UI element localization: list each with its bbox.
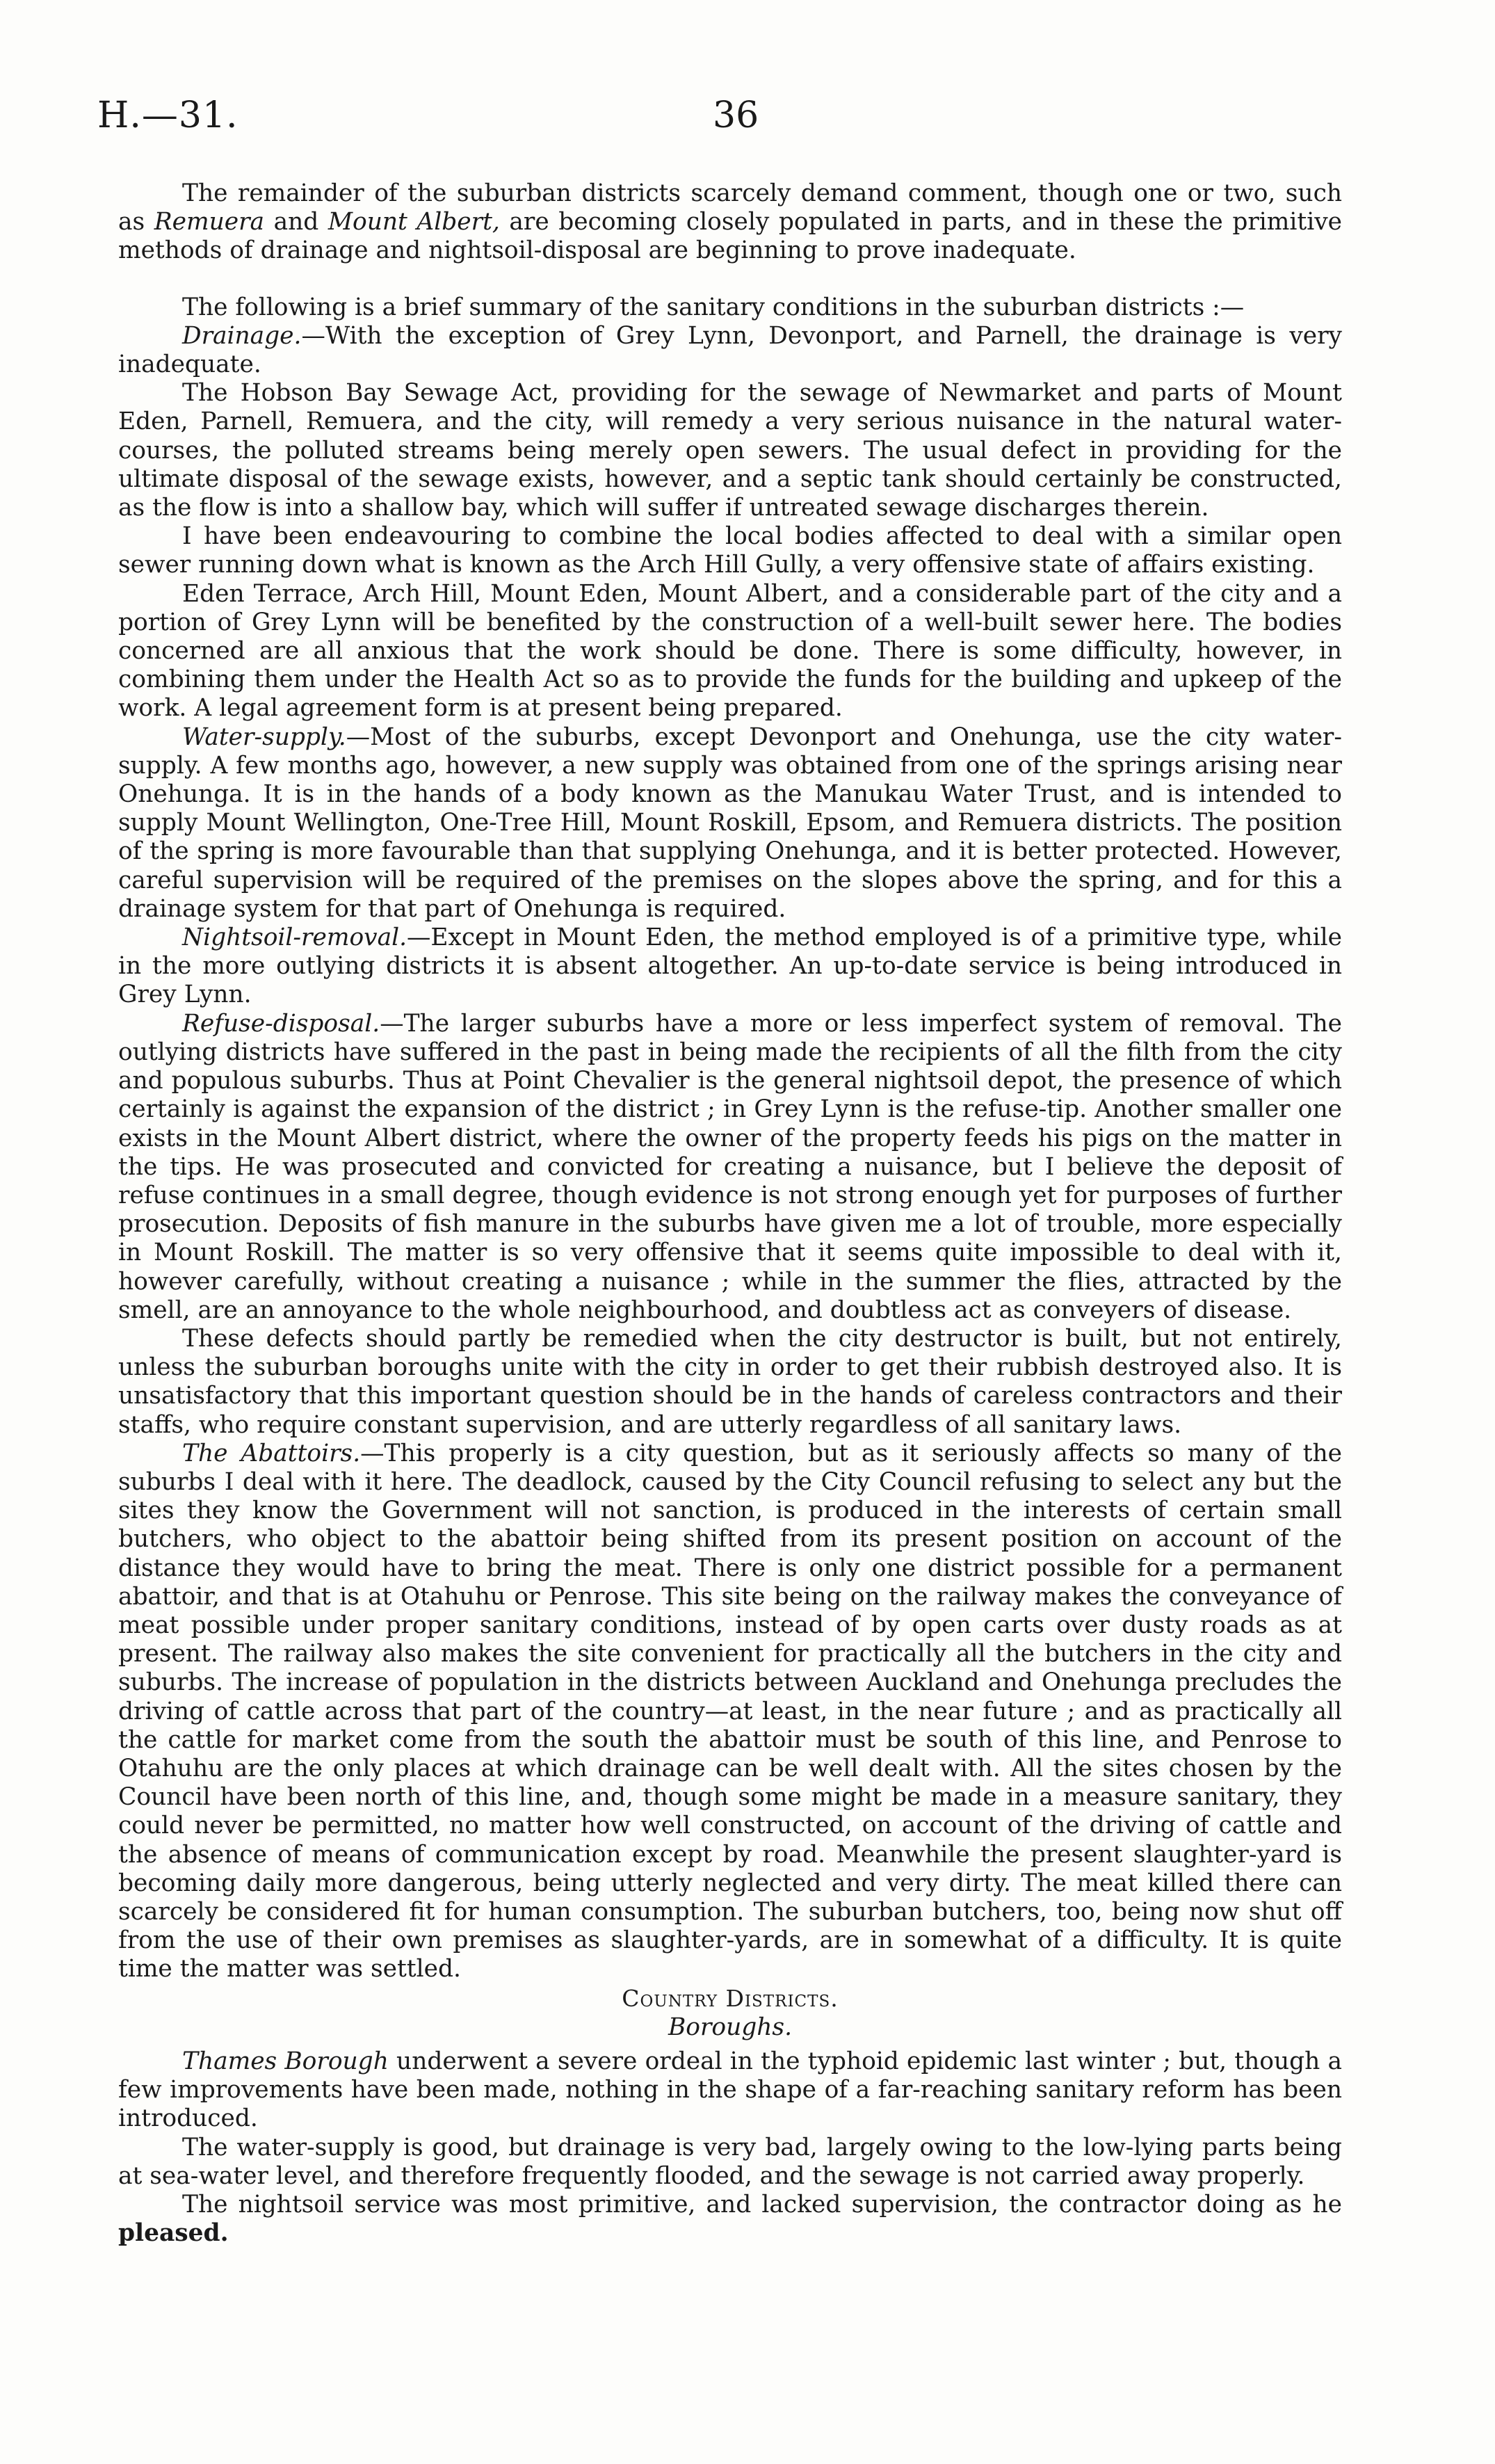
nightsoil-paragraph: Nightsoil-removal.—Except in Mount Eden, the method employed is of a primitive type, while in the more outlying districts it is absent altogether. An up-to-date service is being introduced in Grey Lynn.	[118, 924, 1342, 1009]
defects-paragraph: These defects should partly be remedied when the city destructor is built, but not entirely, unless the suburban boroughs unite with the city in order to get their rubbish destroyed also. It is unsatisfactory that this important question should be in the hands of careless contractors and their staffs, who require constant supervision, and are utterly regardless of all sanitary laws.	[118, 1324, 1342, 1439]
eden-terrace-paragraph: Eden Terrace, Arch Hill, Mount Eden, Mount Albert, and a considerable part of the city and a portion of Grey Lynn will be benefited by the construction of a well-built sewer here. The bodies concerned are all anxious that the work should be done. There is some difficulty, however, in combining them under the Health Act so as to provide the funds for the building and upkeep of the work. A legal agreement form is at present being prepared.	[118, 579, 1342, 723]
abattoirs-heading: The Abattoirs.	[182, 1439, 361, 1467]
page-number: 36	[713, 95, 759, 136]
thames-paragraph: Thames Borough underwent a severe ordeal in the typhoid epidemic last winter ; but, though a few improvements have been made, nothing in the shape of a far-reaching sanitary reform has been introduced.	[118, 2047, 1342, 2133]
water-supply-heading: Water-supply.	[182, 723, 346, 751]
intro-paragraph: The remainder of the suburban districts scarcely demand comment, though one or two, such as Remuera and Mount Albert, are becoming closely populated in parts, and in these the primitive methods of drainage and nightsoil-disposal are beginning to prove inadequate.	[118, 179, 1342, 265]
document-body	[118, 179, 1342, 2248]
refuse-paragraph: Refuse-disposal.—The larger suburbs have a more or less imperfect system of removal. The outlying districts have suffered in the past in being made the recipients of all the filth from the city and populous suburbs. Thus at Point Chevalier is the general nightsoil depot, the presence of which certainly is against the expansion of the district ; in Grey Lynn is the refuse-tip. Another smaller one exists in the Mount Albert district, where the owner of the property feeds his pigs on the matter in the tips. He was prosecuted and convicted for creating a nuisance, but I believe the deposit of refuse continues in a small degree, though evidence is not strong enough yet for purposes of further prosecution. Deposits of fish manure in the suburbs have given me a lot of trouble, more especially in Mount Roskill. The matter is so very offensive that it seems quite impossible to deal with it, however carefully, without creating a nuisance ; while in the summer the flies, attracted by the smell, are an annoyance to the whole neighbourhood, and doubtless act as conveyers of disease.	[118, 1009, 1342, 1324]
boroughs-subheading: Boroughs.	[668, 2013, 792, 2041]
arch-hill-paragraph: I have been endeavouring to combine the local bodies affected to deal with a similar open sewer running down what is known as the Arch Hill Gully, a very offensive state of affairs existing.	[118, 522, 1342, 579]
thames-heading: Thames Borough	[182, 2047, 389, 2075]
drainage-heading: Drainage.	[182, 321, 302, 350]
water-supply-paragraph: Water-supply.—Most of the suburbs, except Devonport and Onehunga, use the city water-supply. A few months ago, however, a new supply was obtained from one of the springs arising near Onehunga. It is in the hands of a body known as the Manukau Water Trust, and is intended to supply Mount Wellington, One-Tree Hill, Mount Roskill, Epsom, and Remuera districts. The position of the spring is more favourable than that supplying Onehunga, and it is better protected. However, careful supervision will be required of the premises on the slopes above the spring, and for this a drainage system for that part of Onehunga is required.	[118, 723, 1342, 923]
drainage-paragraph: Drainage.—With the exception of Grey Lynn, Devonport, and Parnell, the drainage is very inadequate.	[118, 321, 1342, 379]
thames-water-paragraph: The water-supply is good, but drainage is very bad, largely owing to the low-lying parts being at sea-water level, and therefore frequently flooded, and the sewage is not carried away properly.	[118, 2133, 1342, 2190]
thames-nightsoil-paragraph: The nightsoil service was most primitive, and lacked supervision, the contractor doing as he pleased.	[118, 2191, 1342, 2248]
report-reference: H.—31.	[97, 95, 239, 136]
abattoirs-paragraph: The Abattoirs.—This properly is a city question, but as it seriously affects so many of the suburbs I deal with it here. The deadlock, caused by the City Council refusing to select any but the sites they know the Government will not sanction, is produced in the interests of certain small butchers, who object to the abattoir being shifted from its present position on account of the distance they would have to bring the meat. There is only one district possible for a permanent abattoir, and that is at Otahuhu or Penrose. This site being on the railway makes the conveyance of meat possible under proper sanitary conditions, instead of by open carts over dusty roads as at present. The railway also makes the site convenient for practically all the butchers in the city and suburbs. The increase of population in the districts between Auckland and Onehunga precludes the driving of cattle across that part of the country—at least, in the near future ; and as practically all the cattle for market come from the south the abattoir must be south of this line, and Penrose to Otahuhu are the only places at which drainage can be well dealt with. All the sites chosen by the Council have been north of this line, and, though some might be made in a measure sanitary, they could never be permitted, no matter how well constructed, on account of the driving of cattle and the absence of means of communication except by road. Meanwhile the present slaughter-yard is becoming daily more dangerous, being utterly neglected and very dirty. The meat killed there can scarcely be considered fit for human consumption. The suburban butchers, too, being now shut off from the use of their own premises as slaughter-yards, are in somewhat of a difficulty. It is quite time the matter was settled.	[118, 1439, 1342, 1983]
nightsoil-heading: Nightsoil-removal.	[182, 924, 407, 952]
summary-intro-paragraph: The following is a brief summary of the sanitary conditions in the suburban districts :—	[182, 293, 1245, 321]
hobson-bay-paragraph: The Hobson Bay Sewage Act, providing for the sewage of Newmarket and parts of Mount Eden, Parnell, Remuera, and the city, will remedy a very serious nuisance in the natural water-courses, the polluted streams being merely open sewers. The usual defect in providing for the ultimate disposal of the sewage exists, however, and a septic tank should certainly be constructed, as the flow is into a shallow bay, which will suffer if untreated sewage discharges therein.	[118, 379, 1342, 522]
refuse-heading: Refuse-disposal.	[182, 1009, 380, 1038]
country-districts-heading: Country Districts.	[622, 1984, 839, 2012]
